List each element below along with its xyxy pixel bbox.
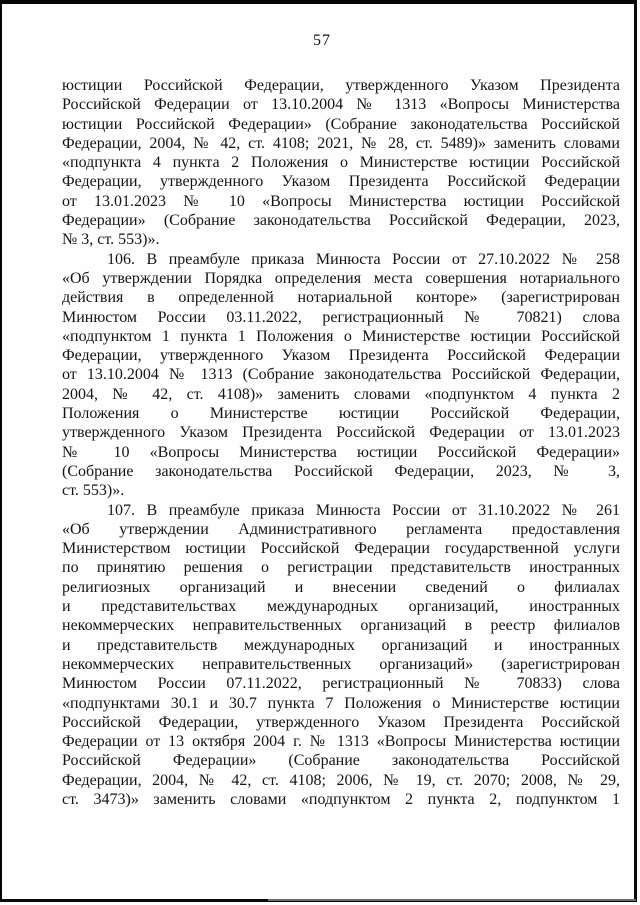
paragraph-2-line-6: Федерации, утвержденного Указом Президента Российской Федерации <box>62 347 620 365</box>
paragraph-2-line-13: ст. 553)». <box>62 482 125 500</box>
paragraph-2-line-2: «Об утверждении Порядка определения места совершения нотариального <box>62 269 620 287</box>
scan-artifact-line <box>268 899 636 901</box>
paragraph-3-line-1: 107. В преамбуле приказа Минюста России от 31.10.2022 № 261 <box>107 501 620 519</box>
paragraph-1-line-5: «подпункта 4 пункта 2 Положения о Министерстве юстиции Российской <box>62 154 620 172</box>
paragraph-1-line-2: Российской Федерации от 13.10.2004 № 1313 «Вопросы Министерства <box>62 96 620 114</box>
paragraph-3-line-16: ст. 3473)» заменить словами «подпунктом 2 пункта 2, подпунктом 1 <box>62 790 620 808</box>
paragraph-3-line-8: и представительств международных организаций и иностранных <box>62 636 620 654</box>
paragraph-1-line-9: № 3, ст. 553)». <box>62 231 160 249</box>
paragraph-2-line-7: от 13.10.2004 № 1313 (Собрание законодательства Российской Федерации, <box>62 366 620 384</box>
paragraph-3-line-15: Федерации, 2004, № 42, ст. 4108; 2006, № 19, ст. 2070; 2008, № 29, <box>62 771 620 789</box>
paragraph-2-line-10: утвержденного Указом Президента Российской Федерации от 13.01.2023 <box>62 424 620 442</box>
paragraph-3-line-10: Минюстом России 07.11.2022, регистрационный № 70833) слова <box>62 675 620 693</box>
paragraph-3-line-13: Федерации от 13 октября 2004 г. № 1313 «Вопросы Министерства юстиции <box>62 733 620 751</box>
paragraph-1-line-6: Федерации, утвержденного Указом Президента Российской Федерации <box>62 173 620 191</box>
paragraph-3-line-5: религиозных организаций и внесении сведений о филиалах <box>62 578 620 596</box>
paragraph-1-line-3: юстиции Российской Федерации» (Собрание законодательства Российской <box>62 115 620 133</box>
paragraph-3-line-3: Министерством юстиции Российской Федерации государственной услуги <box>62 540 620 558</box>
paragraph-2-line-12: (Собрание законодательства Российской Федерации, 2023, № 3, <box>62 462 620 480</box>
paragraph-3-line-14: Российской Федерации» (Собрание законодательства Российской <box>62 752 620 770</box>
paragraph-1-line-7: от 13.01.2023 № 10 «Вопросы Министерства юстиции Российской <box>62 192 620 210</box>
paragraph-2-line-11: № 10 «Вопросы Министерства юстиции Российской Федерации» <box>62 443 620 461</box>
paragraph-3-line-12: Российской Федерации, утвержденного Указом Президента Российской <box>62 713 620 731</box>
paragraph-3-line-9: некоммерческих неправительственных организаций» (зарегистрирован <box>62 655 620 673</box>
document-body <box>62 76 620 809</box>
paragraph-3-line-11: «подпунктами 30.1 и 30.7 пункта 7 Положения о Министерстве юстиции <box>62 694 620 712</box>
paragraph-2-line-8: 2004, № 42, ст. 4108)» заменить словами «подпунктом 4 пункта 2 <box>62 385 620 403</box>
paragraph-1-line-8: Федерации» (Собрание законодательства Российской Федерации, 2023, <box>62 212 620 230</box>
paragraph-2-line-3: действия в определенной нотариальной конторе» (зарегистрирован <box>62 289 620 307</box>
paragraph-1-line-4: Федерации, 2004, № 42, ст. 4108; 2021, № 28, ст. 5489)» заменить словами <box>62 134 620 152</box>
paragraph-2-line-9: Положения о Министерстве юстиции Российской Федерации, <box>62 405 620 423</box>
paragraph-2-line-1: 106. В преамбуле приказа Минюста России от 27.10.2022 № 258 <box>107 250 620 268</box>
paragraph-1-line-1: юстиции Российской Федерации, утвержденного Указом Президента <box>62 77 620 94</box>
paragraph-2-line-4: Минюстом России 03.11.2022, регистрационный № 70821) слова <box>62 308 620 326</box>
paragraph-3-line-7: некоммерческих неправительственных организаций в реестр филиалов <box>62 617 620 635</box>
paragraph-2-line-5: «подпунктом 1 пункта 1 Положения о Министерстве юстиции Российской <box>62 327 620 345</box>
paragraph-3-line-2: «Об утверждении Административного регламента предоставления <box>62 520 620 538</box>
paragraph-3-line-4: по принятию решения о регистрации представительств иностранных <box>62 559 620 577</box>
paragraph-3-line-6: и представительствах международных организаций, иностранных <box>62 598 620 616</box>
page-number: 57 <box>313 32 331 49</box>
